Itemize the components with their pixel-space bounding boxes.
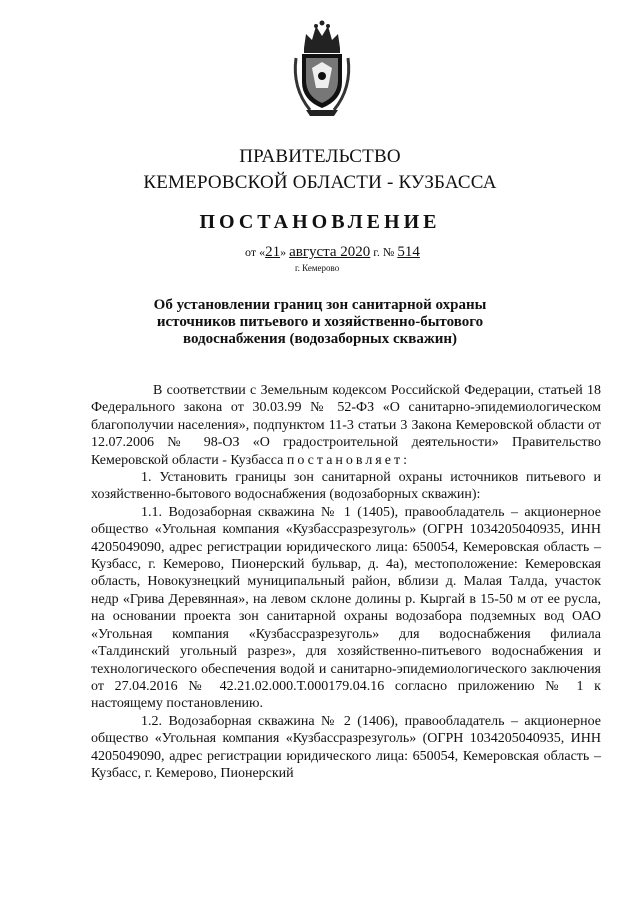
resolve-word: постановляет: (286, 452, 410, 468)
decree-number: 514 (397, 244, 420, 260)
paragraph-1: 1. Установить границы зон санитарной охраны источников питьевого и хозяйственно-бытового водоснабжения (водозаборных скважин): (91, 470, 601, 503)
coat-of-arms-icon (290, 18, 354, 118)
date-day: 21 (265, 244, 281, 260)
document-title: Об установлении границ зон санитарной охраны источников питьевого и хозяйственно-бытового водоснабжения (водозаборных скважин) (153, 297, 487, 347)
date-year-suffix: г. № (373, 245, 395, 259)
preamble-text: В соответствии с Земельным кодексом Российской Федерации, статьей 18 Федерального закона от 30.03.99 № 52-ФЗ «О санитарно-эпидемиологическом благополучии населения», подпунктом 11-3 статьи 3 Закона Кемеровской области от 12.07.2006 № 98-ОЗ «О градостроительной деятельности» Правительство Кемеровской области - Кузбасса (91, 383, 601, 468)
document-body (91, 382, 601, 782)
date-prefix: от « (245, 245, 266, 259)
date-mid: » (280, 245, 287, 259)
document-type: ПОСТАНОВЛЕНИЕ (199, 211, 441, 233)
paragraph-1-1: 1.1. Водозаборная скважина № 1 (1405), правообладатель – акционерное общество «Угольная компания «Кузбассразрезуголь» (ОГРН 1034205040935, ИНН 4205049090, адрес регистрации юридического лица: 650054, Кемеровская область – Кузбасс, г. Кемерово, Пионерский бульвар, д. 4а), местоположение: Кемеровская область, Новокузнецкий муниципальный район, вблизи д. Малая Талда, участок недр «Грива Деревянная», на левом склоне долины р. Кыргай в 15-50 м от ее русла, на основании проекта зон санитарной охраны водозабора подземных вод ОАО «Угольная компания «Кузбассразрезуголь» для водоснабжения филиала «Талдинский угольный разрез», для хозяйственно-питьевого водоснабжения и технологического обеспечения водой и санитарно-эпидемиологического заключения от 27.04.2016 № 42.21.02.000.Т.000179.04.16 согласно приложению № 1 к настоящему постановлению. (91, 504, 601, 712)
city-label: г. Кемерово (295, 263, 340, 273)
government-name-line2: КЕМЕРОВСКОЙ ОБЛАСТИ - КУЗБАССА (143, 172, 497, 193)
paragraph-preamble (91, 382, 601, 469)
government-name-line1: ПРАВИТЕЛЬСТВО (239, 146, 401, 167)
date-month-year: августа 2020 (289, 244, 371, 260)
date-line (245, 244, 420, 261)
paragraph-1-2: 1.2. Водозаборная скважина № 2 (1406), правообладатель – акционерное общество «Угольная компания «Кузбассразрезуголь» (ОГРН 1034205040935, ИНН 4205049090, адрес регистрации юридического лица: 650054, Кемеровская область – Кузбасс, г. Кемерово, Пионерский (91, 713, 601, 781)
